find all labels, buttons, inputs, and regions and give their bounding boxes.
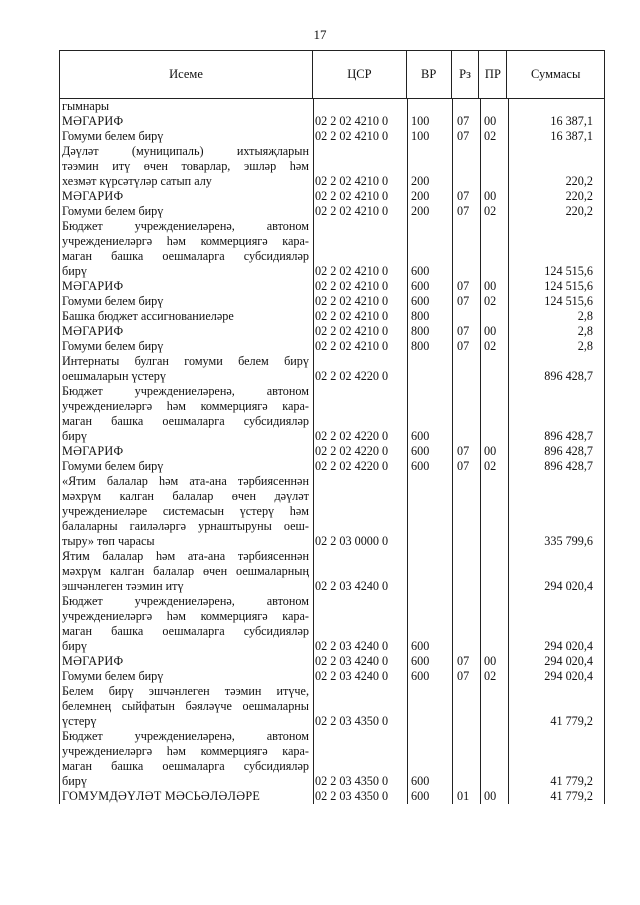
- row-vr: 100: [411, 114, 430, 128]
- row-rz: 07: [457, 189, 470, 203]
- row-name-line: учреждениеләргә һәм коммерциягә кара-: [62, 234, 309, 248]
- row-name: [59, 339, 313, 354]
- row-csr: 02 2 02 4210 0: [315, 324, 389, 338]
- row-pr: 00: [484, 189, 497, 203]
- table-body: [59, 99, 605, 804]
- row-csr: 02 2 02 4220 0: [315, 369, 389, 383]
- row-vr: 600: [411, 789, 430, 803]
- row-sum: 896 428,7: [544, 444, 593, 458]
- row-vr: 200: [411, 204, 430, 218]
- row-sum: 294 020,4: [544, 654, 593, 668]
- header-name: Исеме: [60, 51, 313, 98]
- row-csr: 02 2 02 4210 0: [315, 189, 389, 203]
- row-name-line: гымнары: [62, 99, 110, 113]
- row-name-line: мәхрүм калган балалар өчен дәүләт: [62, 489, 309, 503]
- row-name-line: МӘГАРИФ: [62, 444, 124, 458]
- row-csr: 02 2 03 4350 0: [315, 714, 389, 728]
- header-csr: ЦСР: [313, 51, 407, 98]
- row-name-line: «Ятим балалар һәм ата-ана тәрбиясеннән: [62, 474, 309, 488]
- table-row: [59, 729, 605, 789]
- row-csr: 02 2 02 4210 0: [315, 204, 389, 218]
- row-name-line: Белем бирү эшчәнлеген тәэмин итүче,: [62, 684, 309, 698]
- header-rz: Рз: [452, 51, 480, 98]
- row-vr: 600: [411, 294, 430, 308]
- row-name-line: ГОМУМДӘҮЛӘТ МӘСЬӘЛӘЛӘРЕ: [62, 789, 261, 803]
- row-name-line: Ятим балалар һәм ата-ана тәрбиясеннән: [62, 549, 309, 563]
- row-name-line: Интернаты булган гомуми белем бирү: [62, 354, 309, 368]
- row-pr: 00: [484, 279, 497, 293]
- table-row: [59, 654, 605, 669]
- row-rz: 07: [457, 444, 470, 458]
- row-sum: 41 779,2: [550, 714, 593, 728]
- table-row: [59, 474, 605, 549]
- row-rz: 07: [457, 669, 470, 683]
- table-row: [59, 444, 605, 459]
- header-pr: ПР: [479, 51, 507, 98]
- row-sum: 335 799,6: [544, 534, 593, 548]
- row-name-line: Гомуми белем бирү: [62, 339, 164, 353]
- row-name-line: учреждениеләре системасын үстерү һәм: [62, 504, 309, 518]
- table-row: [59, 459, 605, 474]
- row-name-line: Башка бюджет ассигнованиеләре: [62, 309, 234, 323]
- row-name: [59, 459, 313, 474]
- row-sum: 41 779,2: [550, 789, 593, 803]
- row-name-line: Гомуми белем бирү: [62, 294, 164, 308]
- row-name: [59, 384, 313, 444]
- row-csr: 02 2 02 4210 0: [315, 294, 389, 308]
- row-name: [59, 789, 313, 804]
- table-row: [59, 594, 605, 654]
- row-sum: 220,2: [565, 189, 593, 203]
- row-sum: 294 020,4: [544, 579, 593, 593]
- row-vr: 600: [411, 654, 430, 668]
- row-rz: 07: [457, 459, 470, 473]
- table-row: [59, 669, 605, 684]
- row-name-line: МӘГАРИФ: [62, 114, 124, 128]
- header-sum: Суммасы: [531, 67, 581, 81]
- row-name-line: балаларны гаиләләргә урнаштыруны оеш-: [62, 519, 309, 533]
- row-csr: 02 2 03 4240 0: [315, 669, 389, 683]
- table-row: [59, 354, 605, 384]
- table-header: [59, 50, 605, 99]
- row-name-line: МӘГАРИФ: [62, 189, 124, 203]
- row-vr: 600: [411, 444, 430, 458]
- row-vr: 600: [411, 264, 430, 278]
- row-name-line: бирү: [62, 264, 87, 278]
- table-row: [59, 339, 605, 354]
- table-row: [59, 204, 605, 219]
- row-vr: 600: [411, 279, 430, 293]
- table-row: [59, 684, 605, 729]
- row-name: [59, 549, 313, 594]
- row-name-line: учреждениеләргә һәм коммерциягә кара-: [62, 609, 309, 623]
- row-sum: 41 779,2: [550, 774, 593, 788]
- row-sum: 896 428,7: [544, 429, 593, 443]
- header-vr: ВР: [407, 51, 452, 98]
- table-row: [59, 324, 605, 339]
- row-name-line: Бюджет учреждениеләренә, автоном: [62, 384, 309, 398]
- row-pr: 02: [484, 294, 497, 308]
- row-name: [59, 729, 313, 789]
- row-pr: 00: [484, 789, 497, 803]
- row-name-line: маган башка оешмаларга субсидияләр: [62, 759, 309, 773]
- row-pr: 00: [484, 444, 497, 458]
- row-csr: 02 2 02 4210 0: [315, 114, 389, 128]
- row-csr: 02 2 02 4220 0: [315, 459, 389, 473]
- row-sum: 124 515,6: [544, 264, 593, 278]
- row-name-line: үстерү: [62, 714, 97, 728]
- table-row: [59, 114, 605, 129]
- row-name: [59, 474, 313, 549]
- row-sum: 16 387,1: [550, 114, 593, 128]
- row-vr: 800: [411, 309, 430, 323]
- row-pr: 02: [484, 669, 497, 683]
- row-name-line: мәхрүм калган балалар өчен оешмаларның: [62, 564, 309, 578]
- row-name: [59, 279, 313, 294]
- row-name: [59, 129, 313, 144]
- row-csr: 02 2 02 4220 0: [315, 429, 389, 443]
- row-name-line: МӘГАРИФ: [62, 654, 124, 668]
- row-csr: 02 2 03 0000 0: [315, 534, 389, 548]
- row-name-line: Гомуми белем бирү: [62, 129, 164, 143]
- row-name-line: Гомуми белем бирү: [62, 669, 164, 683]
- row-sum: 896 428,7: [544, 459, 593, 473]
- row-name-line: маган башка оешмаларга субсидияләр: [62, 624, 309, 638]
- row-name: [59, 189, 313, 204]
- row-name-line: маган башка оешмаларга субсидияләр: [62, 249, 309, 263]
- row-pr: 00: [484, 324, 497, 338]
- table-row: [59, 384, 605, 444]
- row-csr: 02 2 02 4220 0: [315, 444, 389, 458]
- row-sum: 896 428,7: [544, 369, 593, 383]
- row-vr: 600: [411, 429, 430, 443]
- row-rz: 07: [457, 279, 470, 293]
- row-name: [59, 594, 313, 654]
- row-csr: 02 2 02 4210 0: [315, 174, 389, 188]
- row-name: [59, 144, 313, 189]
- row-vr: 800: [411, 324, 430, 338]
- row-name: [59, 669, 313, 684]
- table-row: [59, 309, 605, 324]
- row-sum: 124 515,6: [544, 294, 593, 308]
- row-sum: 16 387,1: [550, 129, 593, 143]
- row-csr: 02 2 02 4210 0: [315, 339, 389, 353]
- row-sum: 2,8: [577, 324, 593, 338]
- row-name: [59, 324, 313, 339]
- page-number: 17: [313, 27, 327, 42]
- row-sum: 220,2: [565, 174, 593, 188]
- row-name-line: Гомуми белем бирү: [62, 204, 164, 218]
- row-name: [59, 294, 313, 309]
- row-name-line: оешмаларын үстерү: [62, 369, 166, 383]
- row-vr: 200: [411, 189, 430, 203]
- row-csr: 02 2 03 4240 0: [315, 579, 389, 593]
- row-name-line: учреждениеләргә һәм коммерциягә кара-: [62, 399, 309, 413]
- row-name-line: маган башка оешмаларга субсидияләр: [62, 414, 309, 428]
- row-rz: 07: [457, 654, 470, 668]
- row-csr: 02 2 03 4350 0: [315, 789, 389, 803]
- row-sum: 220,2: [565, 204, 593, 218]
- row-sum: 294 020,4: [544, 669, 593, 683]
- row-csr: 02 2 02 4210 0: [315, 309, 389, 323]
- table-row: [59, 219, 605, 279]
- row-name-line: эшчәнлеген тәэмин итү: [62, 579, 184, 593]
- row-sum: 2,8: [577, 339, 593, 353]
- row-name-line: тәэмин итү өчен товарлар, эшләр һәм: [62, 159, 309, 173]
- row-pr: 00: [484, 654, 497, 668]
- row-vr: 200: [411, 174, 430, 188]
- table-row: [59, 144, 605, 189]
- row-name: [59, 309, 313, 324]
- row-name-line: МӘГАРИФ: [62, 279, 124, 293]
- row-name-line: бирү: [62, 639, 87, 653]
- row-name-line: белемнең сыйфатын бәяләүче оешмаларны: [62, 699, 309, 713]
- row-name: [59, 219, 313, 279]
- row-name: [59, 654, 313, 669]
- row-name: [59, 99, 313, 114]
- row-name: [59, 204, 313, 219]
- row-name-line: Гомуми белем бирү: [62, 459, 164, 473]
- row-vr: 600: [411, 774, 430, 788]
- row-name-line: бирү: [62, 429, 87, 443]
- budget-table: [59, 50, 605, 804]
- row-name-line: Бюджет учреждениеләренә, автоном: [62, 219, 309, 233]
- table-row: [59, 279, 605, 294]
- row-pr: 02: [484, 129, 497, 143]
- row-name-line: МӘГАРИФ: [62, 324, 124, 338]
- row-rz: 01: [457, 789, 470, 803]
- row-sum: 2,8: [577, 309, 593, 323]
- row-name: [59, 444, 313, 459]
- row-csr: 02 2 02 4210 0: [315, 264, 389, 278]
- row-csr: 02 2 02 4210 0: [315, 279, 389, 293]
- row-vr: 600: [411, 639, 430, 653]
- table-row: [59, 549, 605, 594]
- row-pr: 02: [484, 339, 497, 353]
- row-csr: 02 2 03 4240 0: [315, 654, 389, 668]
- row-pr: 00: [484, 114, 497, 128]
- table-row: [59, 129, 605, 144]
- table-row: [59, 99, 605, 114]
- row-csr: 02 2 03 4240 0: [315, 639, 389, 653]
- row-vr: 600: [411, 459, 430, 473]
- table-row: [59, 789, 605, 804]
- row-rz: 07: [457, 129, 470, 143]
- row-vr: 600: [411, 669, 430, 683]
- row-rz: 07: [457, 294, 470, 308]
- row-vr: 800: [411, 339, 430, 353]
- row-name-line: Бюджет учреждениеләренә, автоном: [62, 594, 309, 608]
- row-rz: 07: [457, 114, 470, 128]
- row-sum: 124 515,6: [544, 279, 593, 293]
- row-rz: 07: [457, 324, 470, 338]
- row-pr: 02: [484, 459, 497, 473]
- table-row: [59, 189, 605, 204]
- row-vr: 100: [411, 129, 430, 143]
- row-name: [59, 114, 313, 129]
- row-name-line: тыру» төп чарасы: [62, 534, 155, 548]
- table-row: [59, 294, 605, 309]
- row-name: [59, 684, 313, 729]
- row-name-line: хезмәт күрсәтүләр сатып алу: [62, 174, 212, 188]
- row-csr: 02 2 03 4350 0: [315, 774, 389, 788]
- row-sum: 294 020,4: [544, 639, 593, 653]
- row-name-line: Дәүләт (муниципаль) ихтыяҗларын: [62, 144, 309, 158]
- row-rz: 07: [457, 339, 470, 353]
- row-pr: 02: [484, 204, 497, 218]
- row-name-line: учреждениеләргә һәм коммерциягә кара-: [62, 744, 309, 758]
- row-rz: 07: [457, 204, 470, 218]
- row-name: [59, 354, 313, 384]
- row-name-line: Бюджет учреждениеләренә, автоном: [62, 729, 309, 743]
- row-name-line: бирү: [62, 774, 87, 788]
- row-csr: 02 2 02 4210 0: [315, 129, 389, 143]
